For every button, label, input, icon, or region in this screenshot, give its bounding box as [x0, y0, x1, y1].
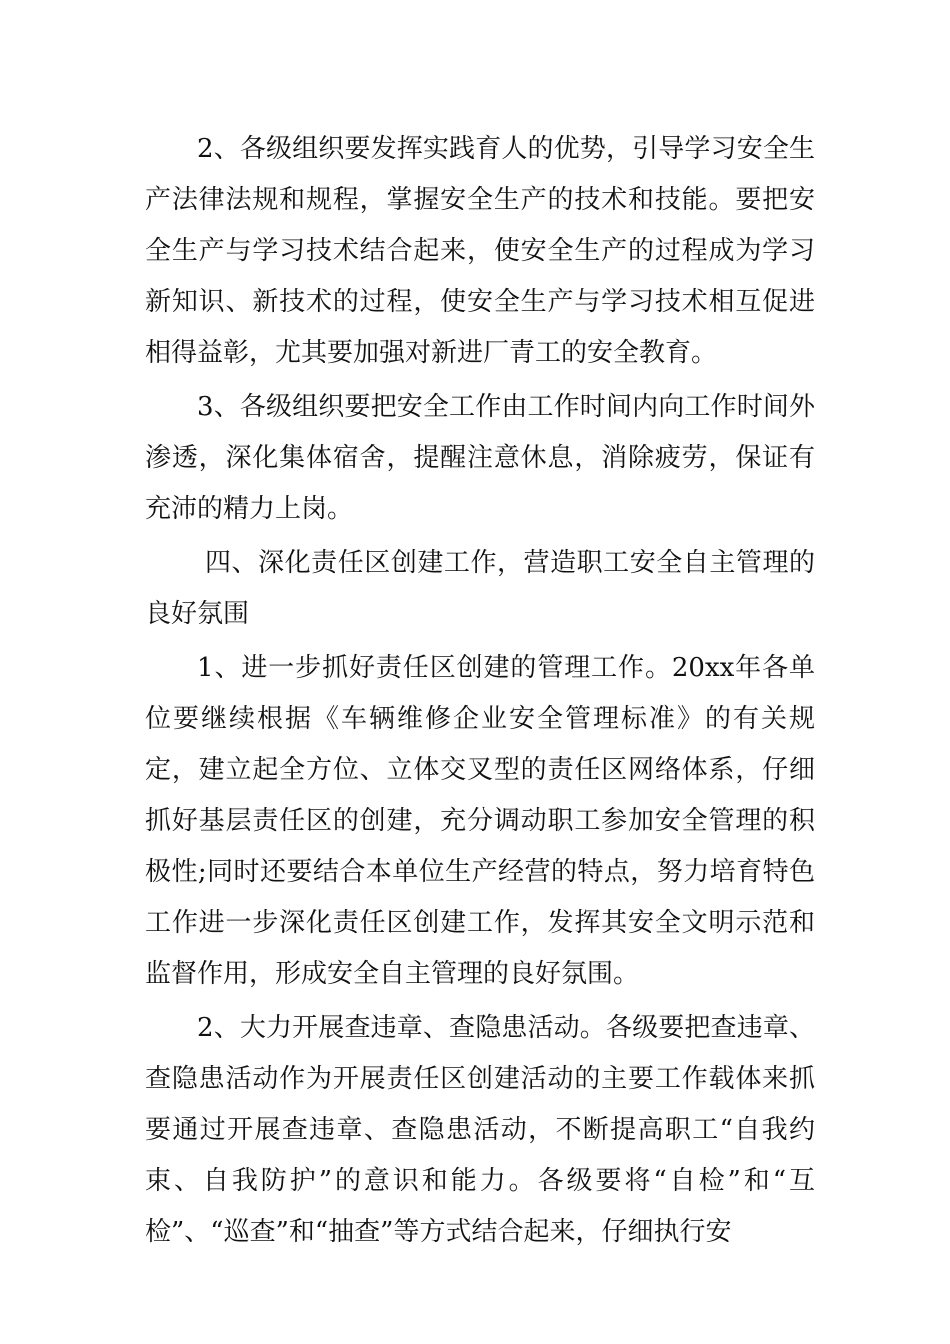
document-body: [145, 124, 815, 1261]
paragraph-item-2-inspection: 2、大力开展查违章、查隐患活动。各级要把查违章、查隐患活动作为开展责任区创建活动的主要工作载体来抓要通过开展查违章、查隐患活动，不断提高职工“自我约束、自我防护”的意识和能力。各级要将“自检”和“互检”、“巡查”和“抽查”等方式结合起来，仔细执行安: [145, 1013, 815, 1247]
paragraph-item-2-practice: 2、各级组织要发挥实践育人的优势，引导学习安全生产法律法规和规程，掌握安全生产的技术和技能。要把安全生产与学习技术结合起来，使安全生产的过程成为学习新知识、新技术的过程，使安全生产与学习技术相互促进相得益彰，尤其要加强对新进厂青工的安全教育。: [145, 134, 815, 368]
paragraph-item-1-management: 1、进一步抓好责任区创建的管理工作。20xx年各单位要继续根据《车辆维修企业安全管理标准》的有关规定，建立起全方位、立体交叉型的责任区网络体系，仔细抓好基层责任区的创建，充分调动职工参加安全管理的积极性;同时还要结合本单位生产经营的特点，努力培育特色工作进一步深化责任区创建工作，发挥其安全文明示范和监督作用，形成安全自主管理的良好氛围。: [145, 653, 815, 989]
section-heading-four: 四、深化责任区创建工作，营造职工安全自主管理的良好氛围: [145, 548, 815, 629]
paragraph-item-3-rest: 3、各级组织要把安全工作由工作时间内向工作时间外渗透，深化集体宿舍，提醒注意休息，消除疲劳，保证有充沛的精力上岗。: [145, 392, 815, 524]
